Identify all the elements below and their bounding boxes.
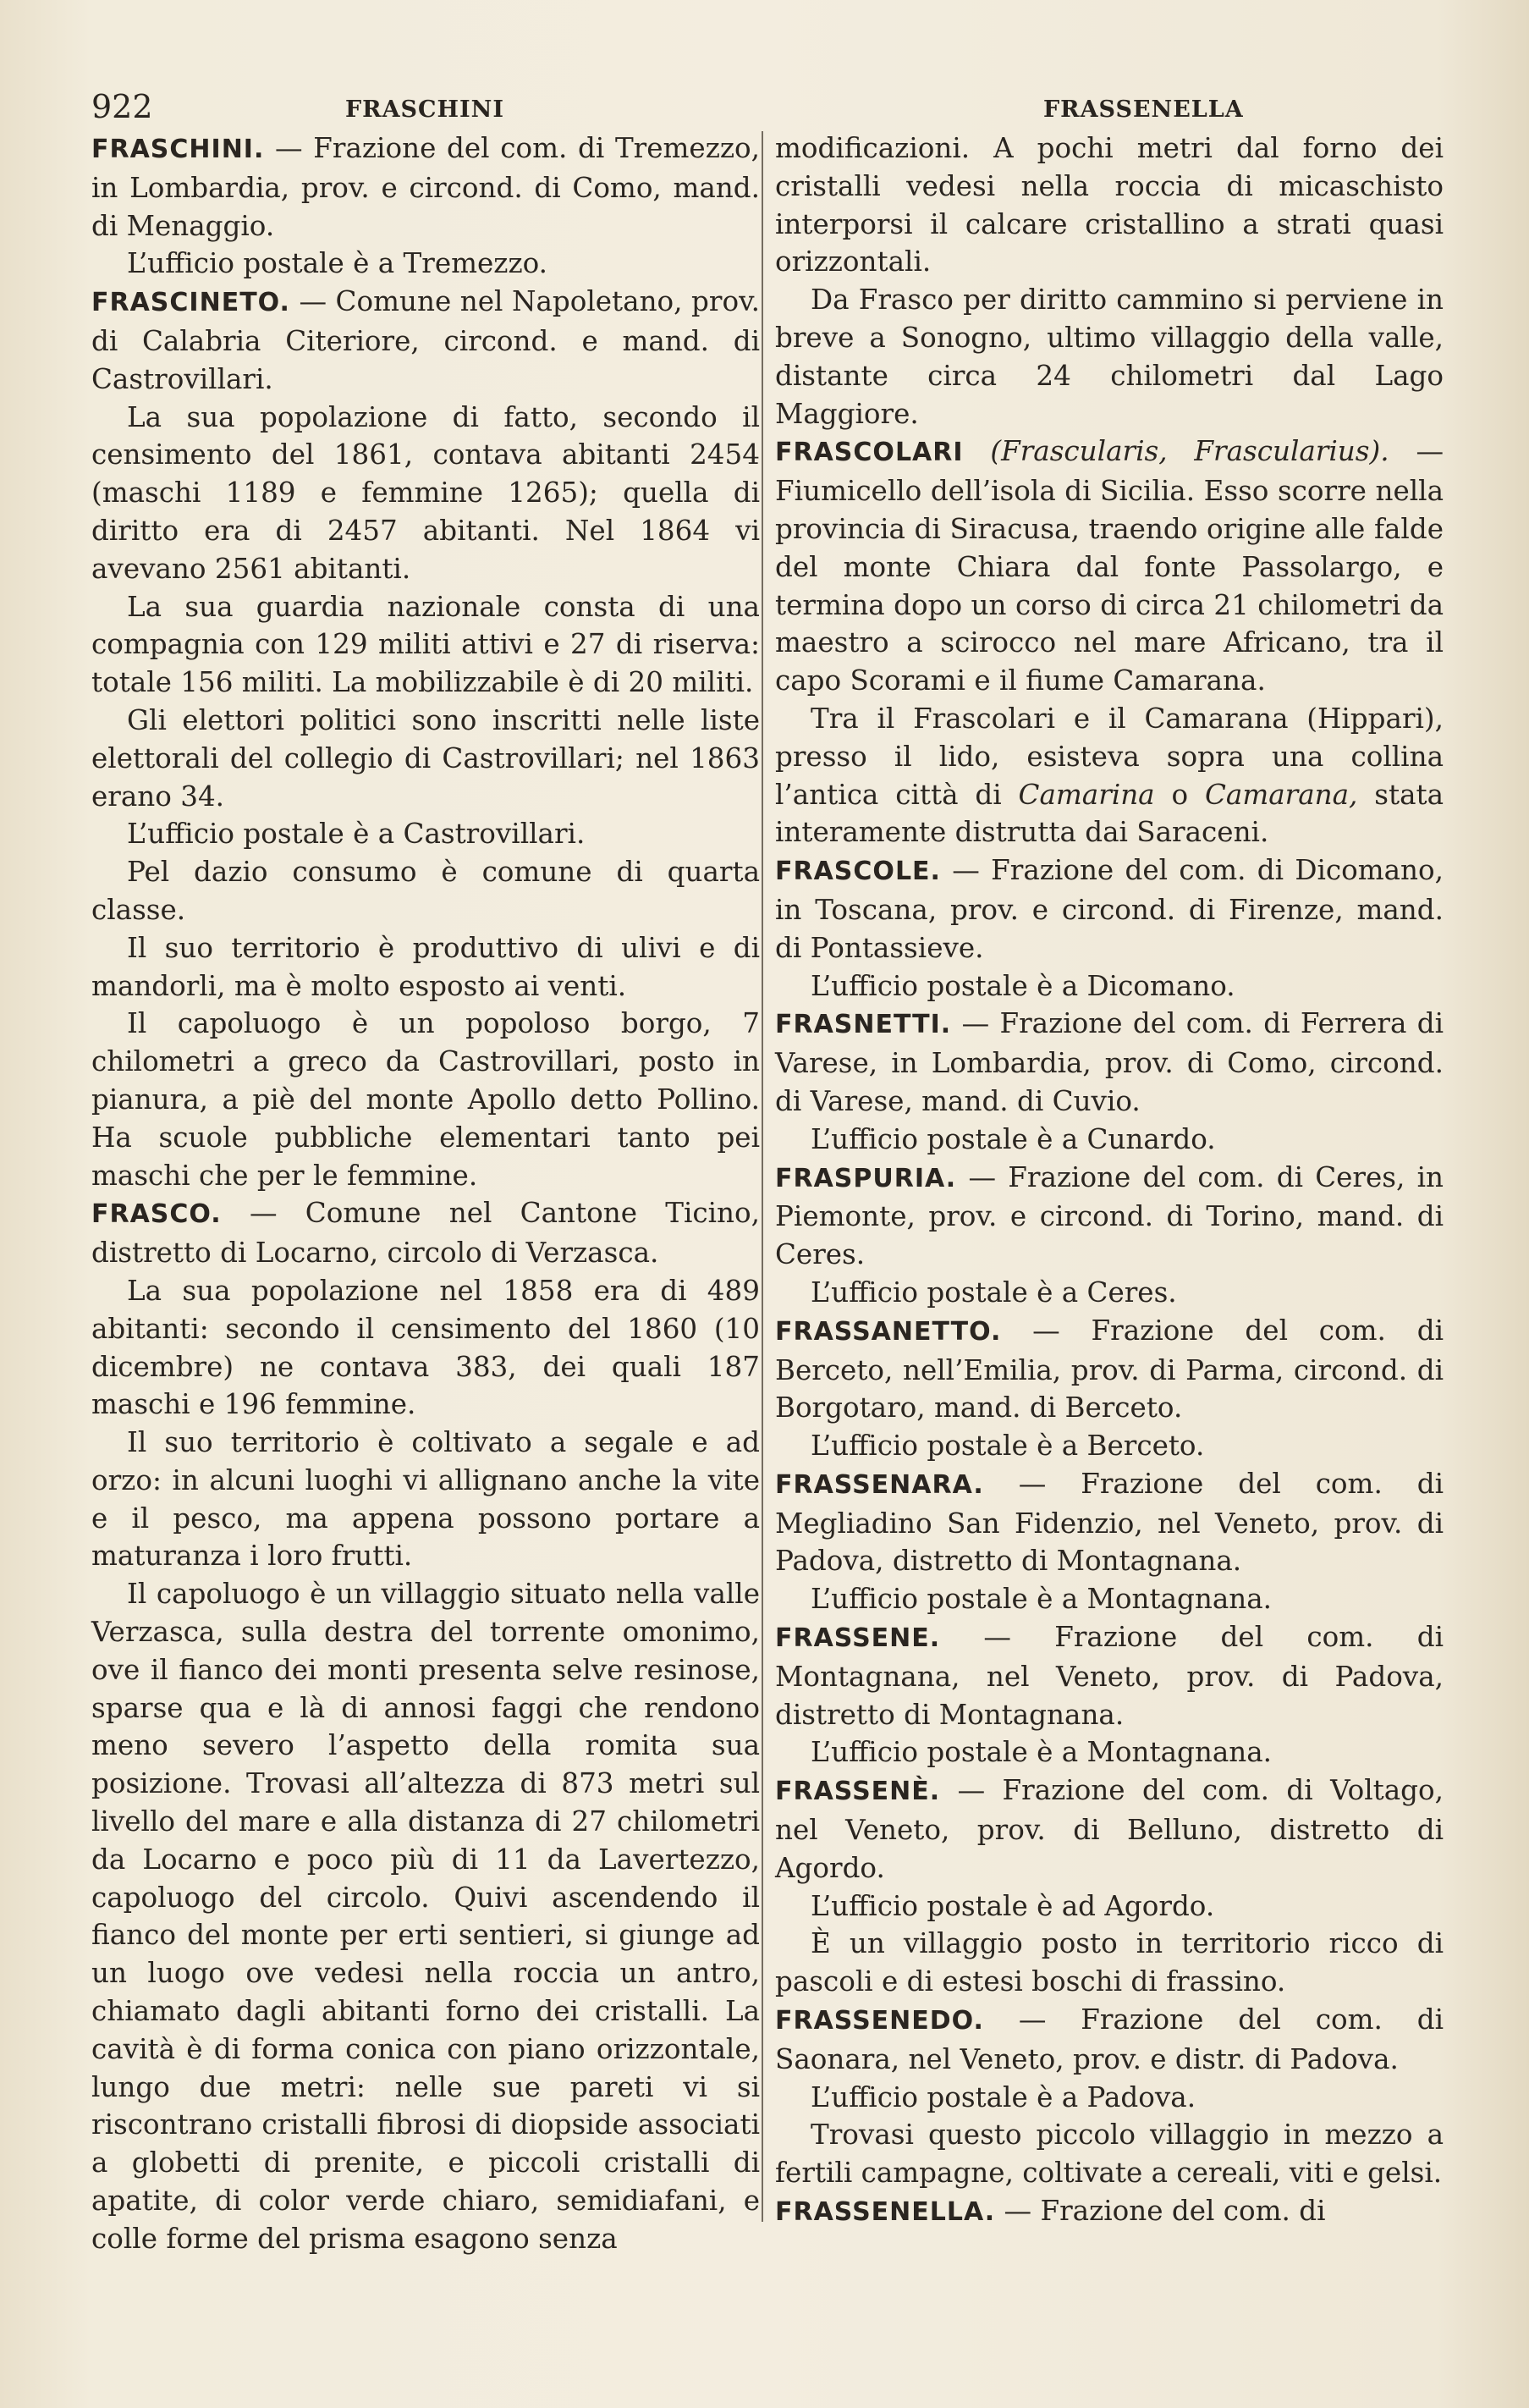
entry-frasco <box>91 1194 760 2257</box>
entry-frascineto <box>91 283 760 1194</box>
continued-paragraph: modificazioni. A pochi metri dal forno dei cristalli vedesi nella roccia di micaschisto interporsi il calcare cristallino a strati quasi orizzontali. <box>775 132 1444 278</box>
entry-frassenedo <box>775 2001 1444 2192</box>
right-column <box>775 129 1444 2228</box>
entry-paragraph: Il suo territorio è produttivo di ulivi e di mandorli, ma è molto esposto ai venti. <box>91 931 760 1002</box>
entry-text: — Comune nel Cantone Ticino, distretto di Locarno, circolo di Verzasca. <box>91 1197 760 1270</box>
entry-definition <box>91 129 760 245</box>
text-run: stata interamente distrutta dai Saraceni. <box>775 778 1444 849</box>
column-divider <box>762 131 763 2222</box>
entry-paragraph: Il capoluogo è un villaggio situato nella valle Verzasca, sulla destra del torrente omonimo, ove il fianco dei monti presenta selve resinose, sparse qua e là di annosi faggi che rendono meno severo l’aspetto della romita sua posizione. Trovasi all’altezza di 873 metri sul livello del mare e alla distanza di 27 chilometri da Locarno e poco più di 11 da Lavertezzo, capoluogo del circolo. Quivi ascendendo il fianco del monte per erti sentieri, si giunge ad un luogo ove vedesi nella roccia un antro, chiamato dagli abitanti forno dei cristalli. La cavità è di forma conica con piano orizzontale, lungo due metri: nelle sue pareti vi si riscontrano cristalli fibrosi di diopside associati a globetti di prenite, e piccoli cristalli di apatite, di color verde chiaro, semidiafani, e colle forme del prisma esagono senza <box>91 1578 760 2255</box>
entry-paragraph: L’ufficio postale è a Cunardo. <box>811 1122 1216 1155</box>
entry-definition <box>775 1159 1444 1274</box>
entry-text: — Frazione del com. di Voltago, nel Veneto, prov. di Belluno, distretto di Agordo. <box>775 1774 1444 1884</box>
entry-definition <box>775 1618 1444 1733</box>
entry-text: — Fiumicello dell’isola di Sicilia. Esso scorre nella provincia di Siracusa, traendo origine alle falde del monte Chiara dal fonte Passolargo, e termina dopo un corso di circa 21 chilometri da maestro a scirocco nel mare Africano, tra il capo Scorami e il fiume Camarana. <box>775 435 1444 697</box>
entry-headword: FRASCO. <box>91 1199 222 1230</box>
entry-definition <box>91 1194 760 1272</box>
entry-text: — Frazione del com. di <box>1004 2195 1326 2228</box>
entry-definition <box>775 1312 1444 1427</box>
entry-frassenella <box>775 2192 1444 2232</box>
entry-paragraph: L’ufficio postale è a Berceto. <box>811 1430 1205 1463</box>
entry-paragraph: La sua guardia nazionale consta di una compagnia con 129 militi attivi e 27 di riserva: totale 156 militi. La mobilizzabile è di 20 militi. <box>91 590 760 699</box>
entry-paragraph: L’ufficio postale è a Castrovillari. <box>127 818 586 851</box>
entry-paragraph: L’ufficio postale è a Montagnana. <box>811 1736 1273 1769</box>
entry-paragraph: Il suo territorio è coltivato a segale e ad orzo: in alcuni luoghi vi allignano anche la vite e il pesco, ma appena possono portare a maturanza i loro frutti. <box>91 1426 760 1573</box>
entry-paragraph: La sua popolazione nel 1858 era di 489 abitanti: secondo il censimento del 1860 (10 dicembre) ne contava 383, dei quali 187 maschi e 196 femmine. <box>91 1274 760 1421</box>
entry-paragraph: L’ufficio postale è a Montagnana. <box>811 1583 1273 1616</box>
latin-name: (Frascularis, Frascularius). <box>990 435 1389 468</box>
entry-text: — Frazione del com. di Ferrera di Varese, in Lombardia, prov. di Como, circond. di Varese, mand. di Cuvio. <box>775 1007 1444 1117</box>
entry-fraschini <box>91 129 760 283</box>
entry-frascole <box>775 851 1444 1005</box>
italic-run: Camarana, <box>1204 778 1358 811</box>
italic-run: Camarina <box>1018 778 1155 811</box>
entry-text: — Frazione del com. di Dicomano, in Toscana, prov. e circond. di Firenze, mand. di Pontassieve. <box>775 854 1444 964</box>
entry-paragraph: Pel dazio consumo è comune di quarta classe. <box>91 856 760 926</box>
entry-paragraph: L’ufficio postale è a Padova. <box>811 2080 1196 2113</box>
entry-definition <box>775 433 1444 700</box>
entry-paragraph: Da Frasco per diritto cammino si perviene in breve a Sonogno, ultimo villaggio della valle, distante circa 24 chilometri dal Lago Maggiore. <box>775 284 1444 430</box>
text-run: Tra il Frascolari e il Camarana (Hippari), presso il lido, esisteva sopra una collina l’antica città di <box>775 702 1444 811</box>
running-head-right: FRASSENELLA <box>1043 96 1244 123</box>
entry-fraspuria <box>775 1159 1444 1312</box>
entry-paragraph: L’ufficio postale è a Tremezzo. <box>127 247 548 280</box>
entry-text: — Frazione del com. di Montagnana, nel Veneto, prov. di Padova, distretto di Montagnana. <box>775 1621 1444 1731</box>
page-number: 922 <box>91 88 153 125</box>
entry-paragraph: È un villaggio posto in territorio ricco di pascoli e di estesi boschi di frassino. <box>775 1927 1444 1998</box>
entry-paragraph: Il capoluogo è un popoloso borgo, 7 chilometri a greco da Castrovillari, posto in pianura, a piè del monte Apollo detto Pollino. Ha scuole pubbliche elementari tanto pei maschi che per le femmine. <box>91 1007 760 1192</box>
entry-definition <box>775 851 1444 967</box>
left-column <box>91 129 760 2255</box>
entry-text: — Frazione del com. di Berceto, nell’Emilia, prov. di Parma, circond. di Borgotaro, mand. di Berceto. <box>775 1314 1444 1424</box>
entry-headword: FRASSENE. <box>775 1623 941 1654</box>
entry-definition <box>775 2192 1444 2232</box>
entry-text: — Frazione del com. di Saonara, nel Veneto, prov. e distr. di Padova. <box>775 2003 1444 2075</box>
entry-paragraph: L’ufficio postale è a Dicomano. <box>811 969 1235 1002</box>
text-run: o <box>1171 778 1189 811</box>
entry-definition <box>775 1772 1444 1887</box>
entry-paragraph: Gli elettori politici sono inscritti nelle liste elettorali del collegio di Castrovillari; nel 1863 erano 34. <box>91 703 760 813</box>
entry-headword: FRASCINETO. <box>91 288 290 318</box>
entry-frassanetto <box>775 1312 1444 1465</box>
entry-text: — Frazione del com. di Tremezzo, in Lombardia, prov. e circond. di Como, mand. di Menaggio. <box>91 132 760 242</box>
entry-headword: FRASCOLE. <box>775 857 941 887</box>
entry-headword: FRASCOLARI <box>775 438 964 468</box>
entry-headword: FRASCHINI. <box>91 135 265 164</box>
entry-frassenara <box>775 1465 1444 1618</box>
entry-headword: FRASSENÈ. <box>775 1777 941 1807</box>
entry-frassene <box>775 1618 1444 1772</box>
entry-paragraph: La sua popolazione di fatto, secondo il censimento del 1861, contava abitanti 2454 (maschi 1189 e femmine 1265); quella di diritto era di 2457 abitanti. Nel 1864 vi avevano 2561 abitanti. <box>91 400 760 585</box>
entry-headword: FRASPURIA. <box>775 1163 957 1193</box>
entry-definition <box>91 283 760 398</box>
entry-text: — Comune nel Napoletano, prov. di Calabria Citeriore, circond. e mand. di Castrovillari. <box>91 285 760 395</box>
page-header <box>91 85 1435 132</box>
entry-definition <box>775 2001 1444 2079</box>
entry-headword: FRASSANETTO. <box>775 1316 1002 1347</box>
entry-paragraph: L’ufficio postale è ad Agordo. <box>811 1889 1215 1922</box>
entry-definition <box>775 1005 1444 1120</box>
entry-frasnetti <box>775 1005 1444 1158</box>
entry-paragraph: Trovasi questo piccolo villaggio in mezzo a fertili campagne, coltivate a cereali, viti e gelsi. <box>775 2119 1444 2190</box>
entry-headword: FRASNETTI. <box>775 1010 952 1040</box>
entry-paragraph <box>775 700 1444 851</box>
entry-frascolari <box>775 433 1444 851</box>
entry-paragraph: L’ufficio postale è a Ceres. <box>811 1276 1177 1309</box>
entry-text: — Frazione del com. di Megliadino San Fidenzio, nel Veneto, prov. di Padova, distretto di Montagnana. <box>775 1467 1444 1578</box>
entry-frassene-grave <box>775 1772 1444 2001</box>
entry-headword: FRASSENELLA. <box>775 2197 996 2228</box>
entry-text: — Frazione del com. di Ceres, in Piemonte, prov. e circond. di Torino, mand. di Ceres. <box>775 1160 1444 1271</box>
running-head-left: FRASCHINI <box>345 96 504 123</box>
entry-definition <box>775 1465 1444 1580</box>
entry-headword: FRASSENARA. <box>775 1469 984 1500</box>
entry-headword: FRASSENEDO. <box>775 2006 984 2036</box>
